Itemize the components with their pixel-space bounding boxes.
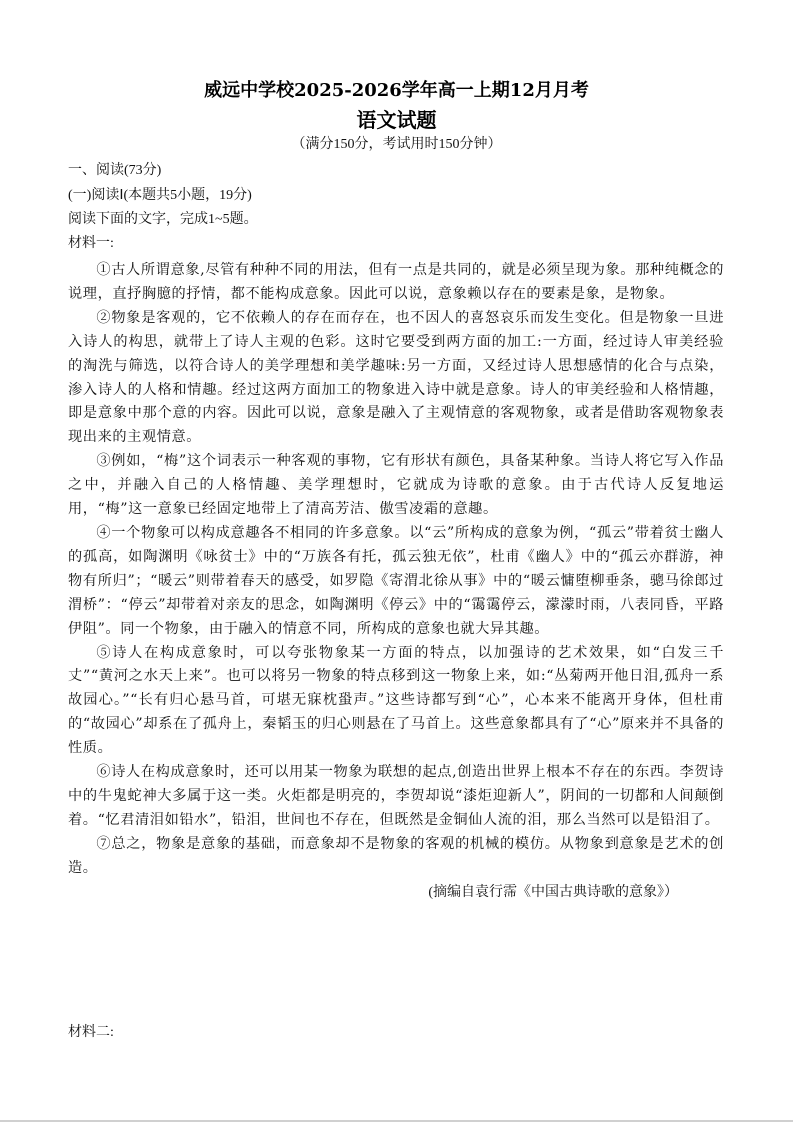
paragraph-2: ②物象是客观的，它不依赖人的存在而存在，也不因人的喜怒哀乐而发生变化。但是物象一旦进入诗人的构思，就带上了诗人主观的色彩。这时它要受到两方面的加工:一方面，经过诗人审美经验的淘洗与筛选，以符合诗人的美学理想和美学趣味:另一方面，又经过诗人思想感情的化合与点染，渗入诗人的人格和情趣。经过这两方面加工的物象进入诗中就是意象。诗人的审美经验和人格情趣，即是意象中那个意的内容。因此可以说，意象是融入了主观情意的客观物象，或者是借助客观物象表现出来的主观情意。 [68, 309, 724, 446]
paragraph-1: ①古人所谓意象,尽管有种种不同的用法，但有一点是共同的，就是必须呈现为象。那种纯概念的说理，直抒胸臆的抒情，都不能构成意象。因此可以说，意象赖以存在的要素是象，是物象。 [68, 262, 724, 302]
source-citation: (摘编自袁行霈《中国古典诗歌的意象》） [428, 884, 678, 900]
exam-title: 威远中学校2025-2026学年高一上期12月月考 [204, 80, 589, 101]
paragraph-3: ③例如，“梅”这个词表示一种客观的事物，它有形状有颜色，具备某种象。当诗人将它写入作品之中，并融入自己的人格情趣、美学理想时，它就成为诗歌的意象。由于古代诗人反复地运用，“梅”这一意象已经固定地带上了清高芳洁、傲雪凌霜的意趣。 [68, 453, 724, 518]
paragraph-4: ④一个物象可以构成意趣各不相同的许多意象。以“云”所构成的意象为例，“孤云”带着贫士幽人的孤高，如陶渊明《咏贫士》中的“万族各有托，孤云独无依”，杜甫《幽人》中的“孤云亦群游，神物有所归”；“暖云”则带着春天的感受，如罗隐《寄渭北徐从事》中的“暖云慵堕柳垂条，骢马徐郎过渭桥”：“停云”却带着对亲友的思念，如陶渊明《停云》中的“霭霭停云，濛濛时雨，八表同昏，平路伊阻”。同一个物象，由于融入的情意不同，所构成的意象也就大异其趣。 [68, 524, 724, 637]
subsection-heading: (一)阅读Ⅰ(本题共5小题，19分) [68, 188, 252, 203]
paragraph-6: ⑥诗人在构成意象时，还可以用某一物象为联想的起点,创造出世界上根本不存在的东西。李贺诗中的牛鬼蛇神大多属于这一类。火炬都是明亮的，李贺却说“漆炬迎新人”，阴间的一切都和人间颠倒着。“忆君清泪如铅水”，铅泪，世间也不存在，但既然是金铜仙人流的泪，那么当然可以是铅泪了。 [68, 764, 724, 828]
material-one-body [68, 259, 724, 904]
subject-title: 语文试题 [356, 108, 437, 132]
paragraph-7: ⑦总之，物象是意象的基础，而意象却不是物象的客观的机械的模仿。从物象到意象是艺术的创造。 [68, 835, 724, 876]
paragraph-5: ⑤诗人在构成意象时，可以夸张物象某一方面的特点，以加强诗的艺术效果，如“白发三千丈”“黄河之水天上来”。也可以将另一物象的特点移到这一物象上来，如:“丛菊两开他日泪,孤舟一系故园心。”“长有归心悬马首，可堪无寐枕蛩声。”这些诗都写到“心”，心本来不能离开身体，但杜甫的“故园心”却系在了孤舟上，秦韬玉的归心则悬在了马首上。这些意象都具有了“心”原来并不具备的性质。 [68, 644, 724, 757]
section-heading: 一、阅读(73分) [68, 163, 162, 178]
material-two-label: 材料二: [68, 1025, 114, 1040]
instruction-text: 阅读下面的文字，完成1~5题。 [68, 212, 258, 227]
material-one-label: 材料一: [68, 236, 114, 251]
score-time-note: （满分150分，考试用时150分钟） [291, 137, 502, 152]
